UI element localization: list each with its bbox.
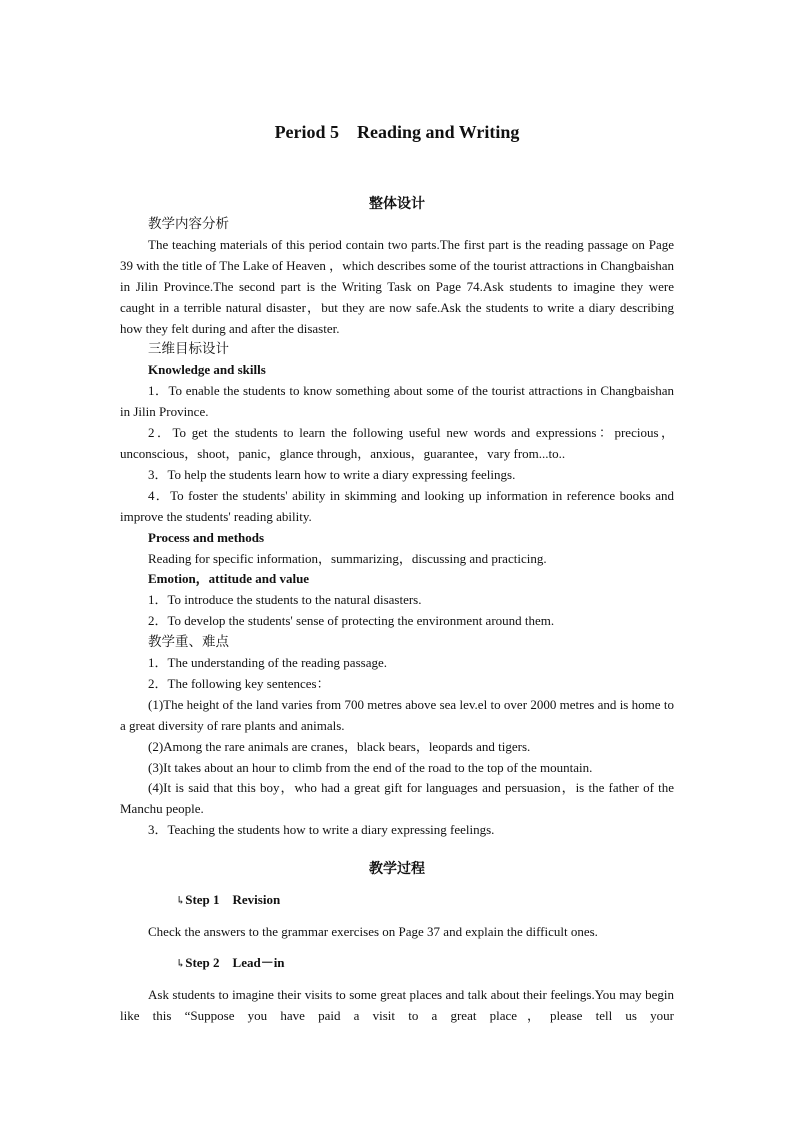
key-point-item: 2．The following key sentences： <box>148 675 330 691</box>
knowledge-item: 2．To get the students to learn the following useful new words and expressions：precious，unconscious，shoot，panic，glance through，anxious，guarantee，vary from...to.. <box>120 425 674 461</box>
process-paragraph: Reading for specific information，summarizing，discussing and practicing. <box>148 550 547 566</box>
emotion-heading: Emotion，attitude and value <box>148 571 310 587</box>
emotion-item: 1．To introduce the students to the natural disasters. <box>148 592 422 608</box>
knowledge-item: 4．To foster the students' ability in skimming and looking up information in reference books and improve the students' reading ability. <box>120 487 674 524</box>
section-heading-overall-design: 整体设计 <box>369 196 425 212</box>
steps-section <box>120 890 674 1027</box>
key-sentence: (2)Among the rare animals are cranes，black bears，leopards and tigers. <box>148 738 531 754</box>
document-body <box>120 214 674 841</box>
step-2-label: Step 2 Lead－in <box>185 954 285 970</box>
analysis-heading: 教学内容分析 <box>148 216 229 232</box>
key-points-heading: 教学重、难点 <box>148 634 229 651</box>
page-title: Period 5 Reading and Writing <box>274 122 520 142</box>
section-heading-teaching-process: 教学过程 <box>369 861 425 877</box>
process-heading: Process and methods <box>148 529 265 545</box>
goals-heading: 三维目标设计 <box>148 341 229 358</box>
analysis-paragraph: The teaching materials of this period contain two parts.The first part is the reading passage on Page 39 with the title of The Lake of Heaven ，which describes some of the tourist attractions in Changbaishan in Jilin Province.The second part is the Writing Task on Page 74.Ask students to imagine they were caught in a terrible natural disaster，but they are now safe.Ask the students to write a diary describing how they felt during and after the disaster. <box>120 236 674 336</box>
knowledge-item: 1．To enable the students to know something about some of the tourist attractions in Changbaishan in Jilin Province. <box>120 383 674 420</box>
arrow-bullet-icon: ↳ <box>176 895 186 907</box>
key-sentence: (1)The height of the land varies from 700 metres above sea lev.el to over 2000 metres and is home to a great diversity of rare plants and animals. <box>120 696 674 733</box>
key-sentence: (4)It is said that this boy，who had a great gift for languages and persuasion，is the father of the Manchu people. <box>120 780 675 817</box>
arrow-bullet-icon: ↳ <box>176 957 186 970</box>
knowledge-heading: Knowledge and skills <box>148 362 266 378</box>
emotion-item: 2．To develop the students' sense of protecting the environment around them. <box>148 613 555 629</box>
step-1-label: Step 1 Revision <box>185 892 281 907</box>
key-sentence: (3)It takes about an hour to climb from the end of the road to the top of the mountain. <box>148 759 593 775</box>
knowledge-item: 3．To help the students learn how to write a diary expressing feelings. <box>148 466 516 482</box>
key-point-item: 3．Teaching the students how to write a diary expressing feelings. <box>148 822 495 838</box>
step-2-paragraph: Ask students to imagine their visits to some great places and talk about their feelings.You may begin like this “Suppose you have paid a visit to a great place，please tell us your <box>120 986 674 1023</box>
step-2-heading <box>120 953 674 975</box>
step-1-heading <box>120 890 674 912</box>
step-1-paragraph: Check the answers to the grammar exercises on Page 37 and explain the difficult ones. <box>148 923 598 939</box>
key-point-item: 1．The understanding of the reading passage. <box>148 655 387 671</box>
